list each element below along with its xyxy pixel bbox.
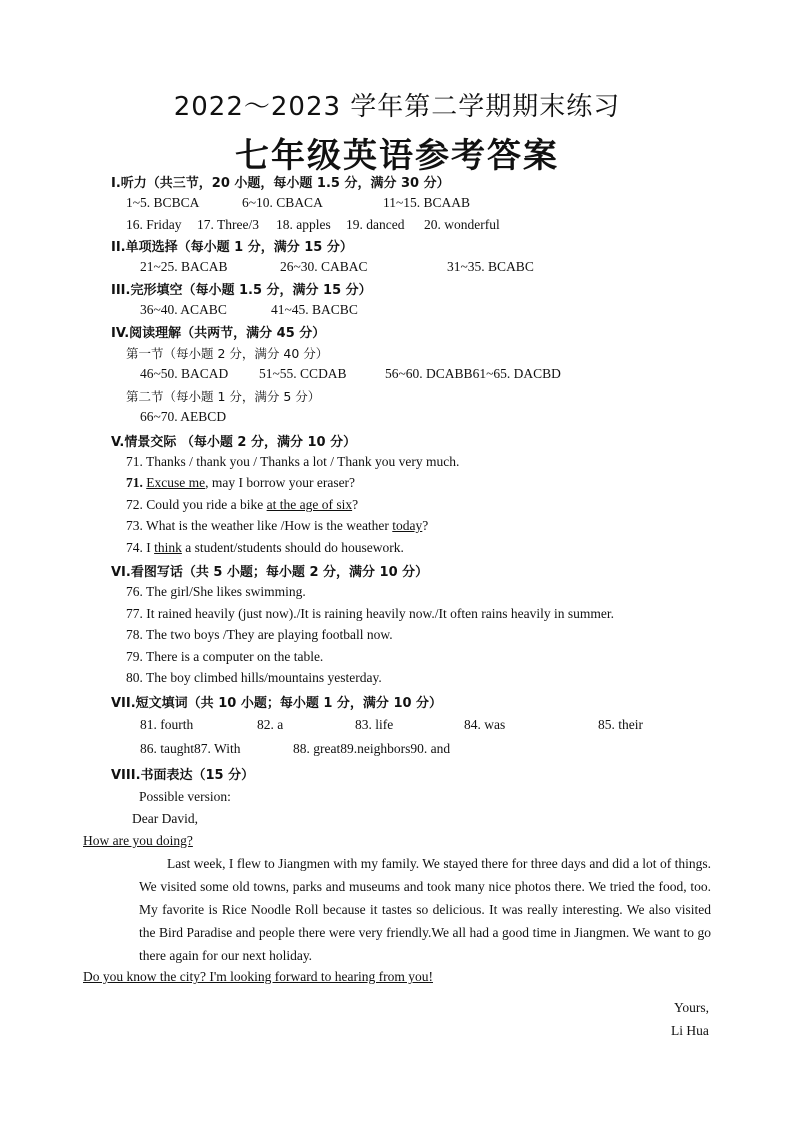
answer-84: 84. was (464, 717, 506, 732)
answer-16: 16. Friday (126, 217, 182, 232)
answer-11-15: 11~15. BCAAB (383, 195, 471, 210)
answer-74: 74. I think a student/students should do housework. (126, 540, 404, 555)
answer-41-45: 41~45. BACBC (271, 302, 358, 317)
section-6-heading: VI.看图写话（共 5 小题；每小题 2 分，满分 10 分） (111, 565, 429, 580)
answer-20: 20. wonderful (424, 217, 500, 232)
answer-85: 85. their (598, 717, 643, 732)
answer-81: 81. fourth (140, 717, 194, 732)
answer-71-a: 71. Thanks / thank you / Thanks a lot / Thank you very much. (126, 454, 460, 469)
answer-56-65: 56~60. DCABB61~65. DACBD (385, 366, 561, 381)
answer-6-10: 6~10. CBACA (242, 195, 323, 210)
section-1-heading: I.听力（共三节，20 小题，每小题 1.5 分，满分 30 分） (111, 176, 450, 191)
section-8-heading: VIII.书面表达（15 分） (111, 768, 255, 783)
letter-body: Last week, I flew to Jiangmen with my family. We stayed there for three days and did a lot of things. We visited some old towns, parks and museums and took many nice photos there. We tried the food, too. My favorite is Rice Noodle Roll because it tastes so delicious. It was really interesting. We also visited the Bird Paradise and people there were very friendly.We all had a good time in Jiangmen. We want to go there again for our next holiday. (139, 856, 711, 963)
answer-46-50: 46~50. BACAD (140, 366, 229, 381)
answer-66-70: 66~70. AEBCD (140, 409, 227, 424)
answer-17: 17. Three/3 (197, 217, 259, 232)
answer-73: 73. What is the weather like /How is the weather today? (126, 518, 429, 533)
answer-88-90: 88. great89.neighbors90. and (293, 741, 451, 756)
answer-1-5: 1~5. BCBCA (126, 195, 200, 210)
letter-greeting: Dear David, (132, 811, 198, 826)
section-7-heading: VII.短文填词（共 10 小题；每小题 1 分，满分 10 分） (111, 696, 443, 711)
section-5-heading: V.情景交际 （每小题 2 分，满分 10 分） (111, 435, 357, 450)
answer-26-30: 26~30. CABAC (280, 259, 368, 274)
answer-key-title: 七年级英语参考答案 (235, 136, 559, 176)
answer-86-87: 86. taught87. With (140, 741, 241, 756)
letter-signoff: Yours, (674, 1000, 710, 1015)
answer-51-55: 51~55. CCDAB (259, 366, 347, 381)
answer-77: 77. It rained heavily (just now)./It is raining heavily now./It often rains heavily in summer. (126, 606, 615, 621)
answer-36-40: 36~40. ACABC (140, 302, 227, 317)
answer-79: 79. There is a computer on the table. (126, 649, 324, 664)
answer-76: 76. The girl/She likes swimming. (126, 584, 306, 599)
letter-opening: How are you doing? (83, 833, 193, 848)
section-4-heading: IV.阅读理解（共两节，满分 45 分） (111, 326, 326, 341)
answer-18: 18. apples (276, 217, 331, 232)
answer-19: 19. danced (346, 217, 405, 232)
letter-signature: Li Hua (671, 1023, 709, 1038)
answer-80: 80. The boy climbed hills/mountains yesterday. (126, 670, 382, 685)
letter-closing: Do you know the city? I'm looking forward to hearing from you! (83, 969, 433, 984)
possible-version-label: Possible version: (139, 789, 231, 804)
section-4-part-1: 第一节（每小题 2 分，满分 40 分） (126, 346, 329, 361)
section-2-heading: II.单项选择（每小题 1 分，满分 15 分） (111, 240, 353, 255)
answer-83: 83. life (355, 717, 394, 732)
exam-title: 2022～2023 学年第二学期期末练习 (173, 92, 621, 122)
answer-72: 72. Could you ride a bike at the age of six? (126, 497, 359, 512)
section-3-heading: III.完形填空（每小题 1.5 分，满分 15 分） (111, 283, 372, 298)
section-4-part-2: 第二节（每小题 1 分，满分 5 分） (126, 389, 321, 404)
answer-31-35: 31~35. BCABC (447, 259, 534, 274)
answer-78: 78. The two boys /They are playing football now. (126, 627, 393, 642)
answer-82: 82. a (257, 717, 284, 732)
answer-71-b: 71. Excuse me, may I borrow your eraser? (126, 475, 356, 490)
answer-21-25: 21~25. BACAB (140, 259, 228, 274)
